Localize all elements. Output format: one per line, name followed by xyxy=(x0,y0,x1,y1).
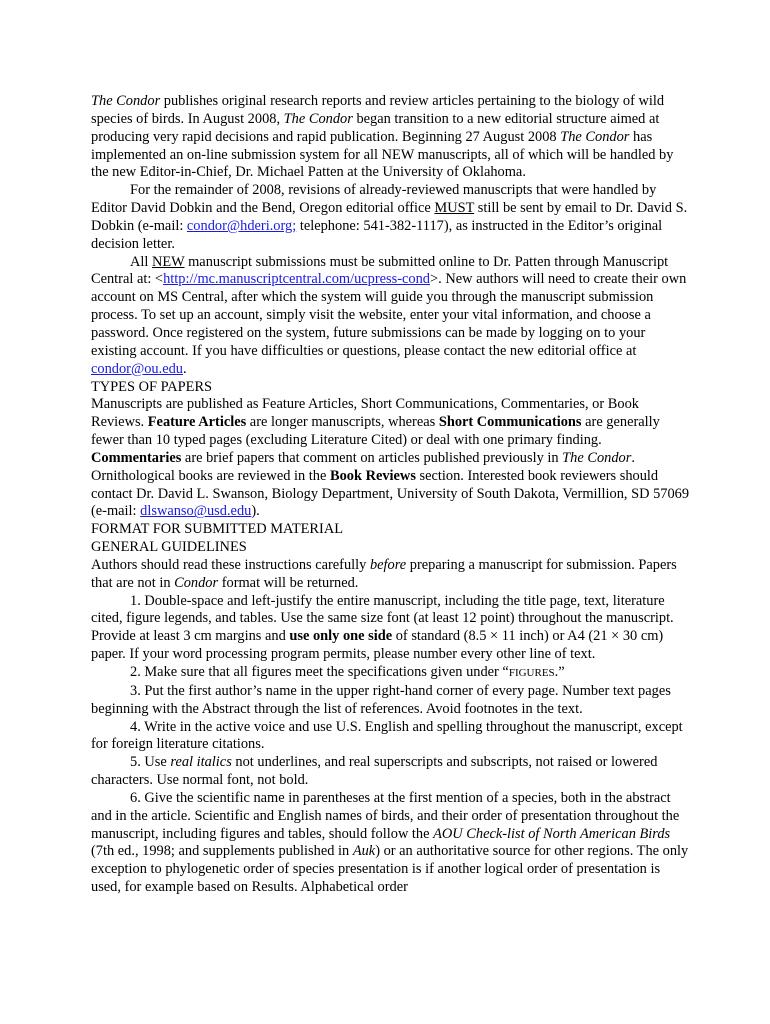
guidelines-intro: Authors should read these instructions carefully before preparing a manuscript for submission. Papers that are not in Condor format will be returned. xyxy=(91,556,677,591)
guideline-item-6: 6. Give the scientific name in parentheses at the first mention of a species, both in the abstract and in the article. Scientific and English names of birds, and their order of presentation throughout the manuscript, including figures and tables, should follow the AOU Check-list of North American Birds (7th ed., 1998; and supplements published in Auk) or an authoritative source for other regions. The only exception to phylogenetic order of species presentation is if another logical order of presentation is used, for example based on Results. Alphabetical order xyxy=(91,789,689,896)
email-link-hderi[interactable]: condor@hderi.org; xyxy=(186,217,297,234)
manuscript-central-link[interactable]: http://mc.manuscriptcentral.com/ucpress-cond xyxy=(163,271,431,288)
types-paragraph: Manuscripts are published as Feature Articles, Short Communications, Commentaries, or Book Reviews. Feature Articles are longer manuscripts, whereas Short Communications are generally fewer than 10 typed pages (excluding Literature Cited) or deal with one primary finding. Commentaries are brief papers that comment on articles published previously in The Condor. Ornithological books are reviewed in the Book Reviews section. Interested book reviewers should contact Dr. David L. Swanson, Biology Department, University of South Dakota, Vermillion, SD 57069 (e-mail: dlswanso@usd.edu). xyxy=(91,396,690,520)
guideline-item-4: 4. Write in the active voice and use U.S. English and spelling throughout the manuscript, except for foreign literature citations. xyxy=(91,718,683,753)
guideline-item-3: 3. Put the first author’s name in the upper right-hand corner of every page. Number text pages beginning with the Abstract through the list of references. Avoid footnotes in the text. xyxy=(91,682,671,717)
types-heading: TYPES OF PAPERS xyxy=(91,378,213,395)
format-heading: FORMAT FOR SUBMITTED MATERIAL xyxy=(91,521,343,538)
email-link-usd[interactable]: dlswanso@usd.edu xyxy=(140,503,252,520)
document-body xyxy=(91,93,691,897)
guideline-item-1: 1. Double-space and left-justify the entire manuscript, including the title page, text, literature cited, figure legends, and tables. Use the same size font (at least 12 point) throughout the manuscript. Provide at least 3 cm margins and use only one side of standard (8.5 × 11 inch) or A4 (21 × 30 cm) paper. If your word processing program permits, please number every other line of text. xyxy=(91,592,674,663)
guideline-item-5: 5. Use real italics not underlines, and real superscripts and subscripts, not raised or lowered characters. Use normal font, not bold. xyxy=(91,754,658,789)
revisions-paragraph: For the remainder of 2008, revisions of already-reviewed manuscripts that were handled by Editor David Dobkin and the Bend, Oregon editorial office MUST still be sent by email to Dr. David S. Dobkin (e-mail: condor@hderi.org; telephone: 541-382-1117), as instructed in the Editor’s original decision letter. xyxy=(91,182,688,252)
email-link-ou[interactable]: condor@ou.edu xyxy=(91,360,183,377)
intro-paragraph: The Condor publishes original research reports and review articles pertaining to the biology of wild species of birds. In August 2008, The Condor began transition to a new editorial structure aimed at producing very rapid decisions and rapid publication. Beginning 27 August 2008 The Condor has implemented an on-line submission system for all NEW manuscripts, all of which will be handled by the new Editor-in-Chief, Dr. Michael Patten at the University of Oklahoma. xyxy=(91,93,674,181)
new-submissions-paragraph: All NEW manuscript submissions must be submitted online to Dr. Patten through Manuscript Central at: <http://mc.manuscriptcentral.com/ucpress-cond>. New authors will need to create their own account on MS Central, after which the system will guide you through the manuscript submission process. To set up an account, simply visit the website, enter your vital information, and choose a password. Once registered on the system, future submissions can be made by logging on to your existing account. If you have difficulties or questions, please contact the new editorial office at condor@ou.edu. xyxy=(91,253,687,377)
journal-name: The Condor xyxy=(91,93,161,109)
general-guidelines-heading: GENERAL GUIDELINES xyxy=(91,539,247,556)
guideline-item-2: 2. Make sure that all figures meet the specifications given under “FIGURES.” xyxy=(130,664,565,680)
